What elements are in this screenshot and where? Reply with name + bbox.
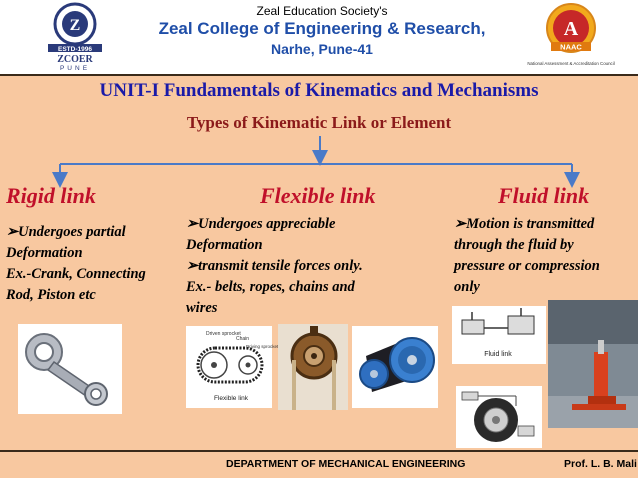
flexible-line: ➢transmit tensile forces only.	[186, 258, 363, 274]
chain-drive-image	[186, 326, 279, 408]
header-divider	[0, 74, 638, 76]
author-name: Prof. L. B. Mali	[564, 458, 637, 470]
connecting-rod-image	[18, 324, 122, 414]
pulley-rope-image	[278, 324, 348, 410]
flexible-link-heading: Flexible link	[260, 183, 376, 208]
naac-caption: National Assessment & Accreditation Council	[527, 61, 615, 66]
fluid-link-heading: Fluid link	[498, 183, 590, 208]
naac-logo	[520, 2, 622, 70]
rigid-line: Ex.-Crank, Connecting	[6, 266, 146, 282]
logo-estd: ESTD-1996	[58, 46, 92, 53]
hydraulic-jack-image	[548, 300, 638, 428]
header-band	[0, 0, 638, 74]
hydraulic-brake-image	[456, 386, 542, 448]
rigid-link-heading: Rigid link	[6, 183, 96, 208]
flexible-line: Deformation	[186, 237, 263, 253]
fluid-line: pressure or compression	[454, 258, 600, 274]
fluid-link-description	[454, 214, 600, 298]
unit-title: UNIT-I Fundamentals of Kinematics and Mechanisms	[99, 80, 539, 101]
rigid-line: Rod, Piston etc	[6, 287, 96, 303]
flexible-link-description	[186, 214, 363, 319]
fluid-line: ➢Motion is transmitted	[454, 216, 595, 232]
slide-subtitle: Types of Kinematic Link or Element	[186, 113, 452, 132]
department-name: DEPARTMENT OF MECHANICAL ENGINEERING	[226, 458, 466, 470]
svg-text:Z: Z	[69, 17, 81, 34]
rigid-line: Deformation	[6, 245, 83, 261]
flexible-line: Ex.- belts, ropes, chains and	[186, 279, 355, 295]
branch-arrows	[0, 134, 638, 186]
logo-city: PUNE	[59, 65, 91, 72]
fluid-line: only	[454, 279, 480, 295]
logo-abbr: ZCOER	[57, 54, 93, 65]
chain-label-driving: Driving sprocket	[246, 344, 279, 349]
college-address: Narhe, Pune-41	[271, 41, 373, 57]
rigid-line: ➢Undergoes partial	[6, 224, 126, 240]
college-name: Zeal College of Engineering & Research,	[158, 19, 486, 38]
fluid-caption: Fluid link	[484, 351, 512, 358]
flexible-line: wires	[186, 300, 218, 316]
belt-drive-image	[352, 326, 438, 408]
flexible-line: ➢Undergoes appreciable	[186, 216, 336, 232]
chain-label-driven: Driven sprocket	[206, 331, 241, 337]
header-text	[130, 4, 514, 58]
chain-caption: Flexible link	[214, 395, 248, 402]
naac-grade: A	[563, 18, 579, 40]
chain-label-chain: Chain	[236, 336, 250, 342]
naac-badge: NAAC	[560, 42, 582, 52]
zcoer-logo	[26, 2, 124, 72]
fluid-line: through the fluid by	[454, 237, 574, 253]
rigid-link-description	[6, 222, 146, 306]
fluid-link-diagram	[452, 306, 546, 364]
society-name: Zeal Education Society's	[256, 4, 388, 18]
